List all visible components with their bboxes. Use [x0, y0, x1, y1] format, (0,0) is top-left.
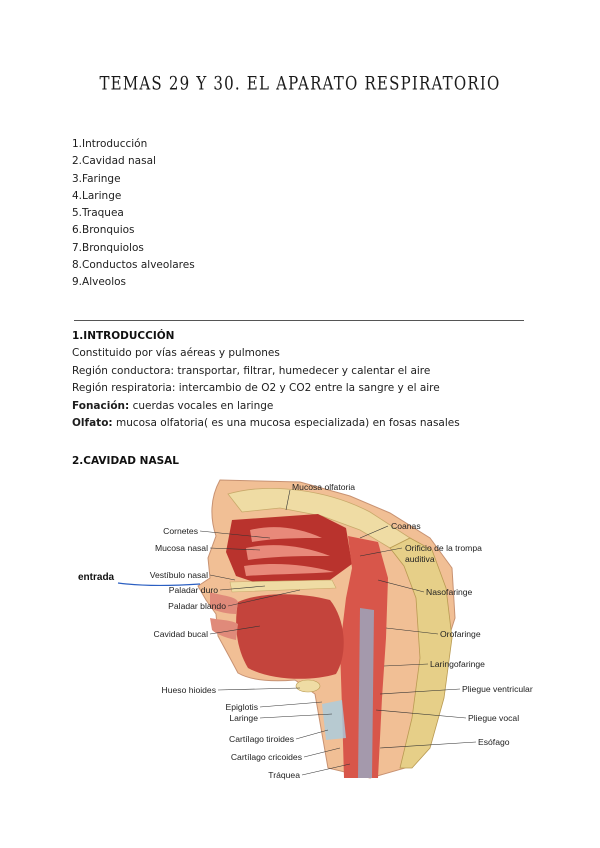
- section-divider: [74, 320, 524, 321]
- nasal-cavity-illustration: [60, 468, 550, 788]
- label-laringofaringe: Laringofaringe: [430, 659, 485, 669]
- table-of-contents: [72, 136, 195, 292]
- label-cartilago-cricoides: Cartílago cricoides: [230, 752, 302, 762]
- label-laringe: Laringe: [229, 713, 258, 723]
- label-pliegue-vocal: Pliegue vocal: [468, 713, 520, 723]
- toc-item: 7.Bronquiolos: [72, 241, 144, 254]
- thyroid-cartilage-shape: [322, 700, 346, 740]
- fonacion-text: cuerdas vocales en laringe: [129, 399, 274, 412]
- label-vestibulo-nasal: Vestíbulo nasal: [149, 570, 208, 580]
- intro-line: Constituido por vías aéreas y pulmones: [72, 347, 280, 359]
- label-pliegue-ventricular: Pliegue ventricular: [462, 684, 533, 694]
- label-epiglotis: Epiglotis: [225, 702, 258, 712]
- intro-line: Región respiratoria: intercambio de O2 y CO2 entre la sangre y el aire: [72, 382, 440, 394]
- toc-item: 2.Cavidad nasal: [72, 155, 156, 168]
- label-hueso-hioides: Hueso hioides: [161, 685, 216, 695]
- label-paladar-blando: Paladar blando: [168, 601, 226, 611]
- handwritten-note: entrada: [78, 572, 115, 583]
- label-auditiva: auditiva: [405, 554, 435, 564]
- intro-line: Región conductora: transportar, filtrar, humedecer y calentar el aire: [72, 364, 431, 377]
- toc-item: 9.Alveolos: [72, 276, 127, 289]
- label-mucosa-nasal: Mucosa nasal: [154, 543, 208, 553]
- page-title: TEMAS 29 Y 30. EL APARATO RESPIRATORIO: [99, 71, 501, 95]
- tongue-shape: [236, 594, 344, 679]
- intro-heading: 1.INTRODUCCIÓN: [72, 330, 175, 342]
- intro-body: [72, 345, 460, 433]
- label-esofago: Esófago: [478, 737, 510, 747]
- label-cartilago-tiroides: Cartílago tiroides: [229, 734, 294, 744]
- toc-item: 6.Bronquios: [72, 224, 135, 237]
- toc-item: 4.Laringe: [72, 189, 122, 202]
- fonacion-term: Fonación:: [72, 399, 130, 412]
- label-cavidad-bucal: Cavidad bucal: [153, 629, 208, 639]
- intro-line-olfato: [72, 415, 460, 433]
- label-orofaringe: Orofaringe: [440, 629, 481, 639]
- olfato-text: mucosa olfatoria( es una mucosa especializada) en fosas nasales: [112, 417, 460, 429]
- label-traquea: Tráquea: [268, 770, 300, 780]
- label-nasofaringe: Nasofaringe: [426, 587, 473, 597]
- hyoid-bone-shape: [296, 680, 320, 692]
- label-paladar-duro: Paladar duro: [168, 585, 218, 595]
- olfato-term: Olfato:: [72, 417, 113, 429]
- toc-item: 5.Traquea: [72, 207, 124, 220]
- nasal-heading: 2.CAVIDAD NASAL: [72, 455, 179, 467]
- label-coanas: Coanas: [391, 521, 421, 531]
- label-orificio-trompa: Orificio de la trompa: [405, 543, 482, 553]
- label-cornetes: Cornetes: [163, 526, 198, 536]
- toc-item: 3.Faringe: [72, 172, 121, 185]
- toc-item: 8.Conductos alveolares: [72, 259, 195, 272]
- label-mucosa-olfatoria: Mucosa olfatoria: [292, 482, 356, 492]
- airway-shape: [358, 608, 374, 778]
- pen-underline: [118, 583, 200, 585]
- intro-line-fonacion: [72, 398, 460, 416]
- toc-item: 1.Introducción: [72, 138, 148, 150]
